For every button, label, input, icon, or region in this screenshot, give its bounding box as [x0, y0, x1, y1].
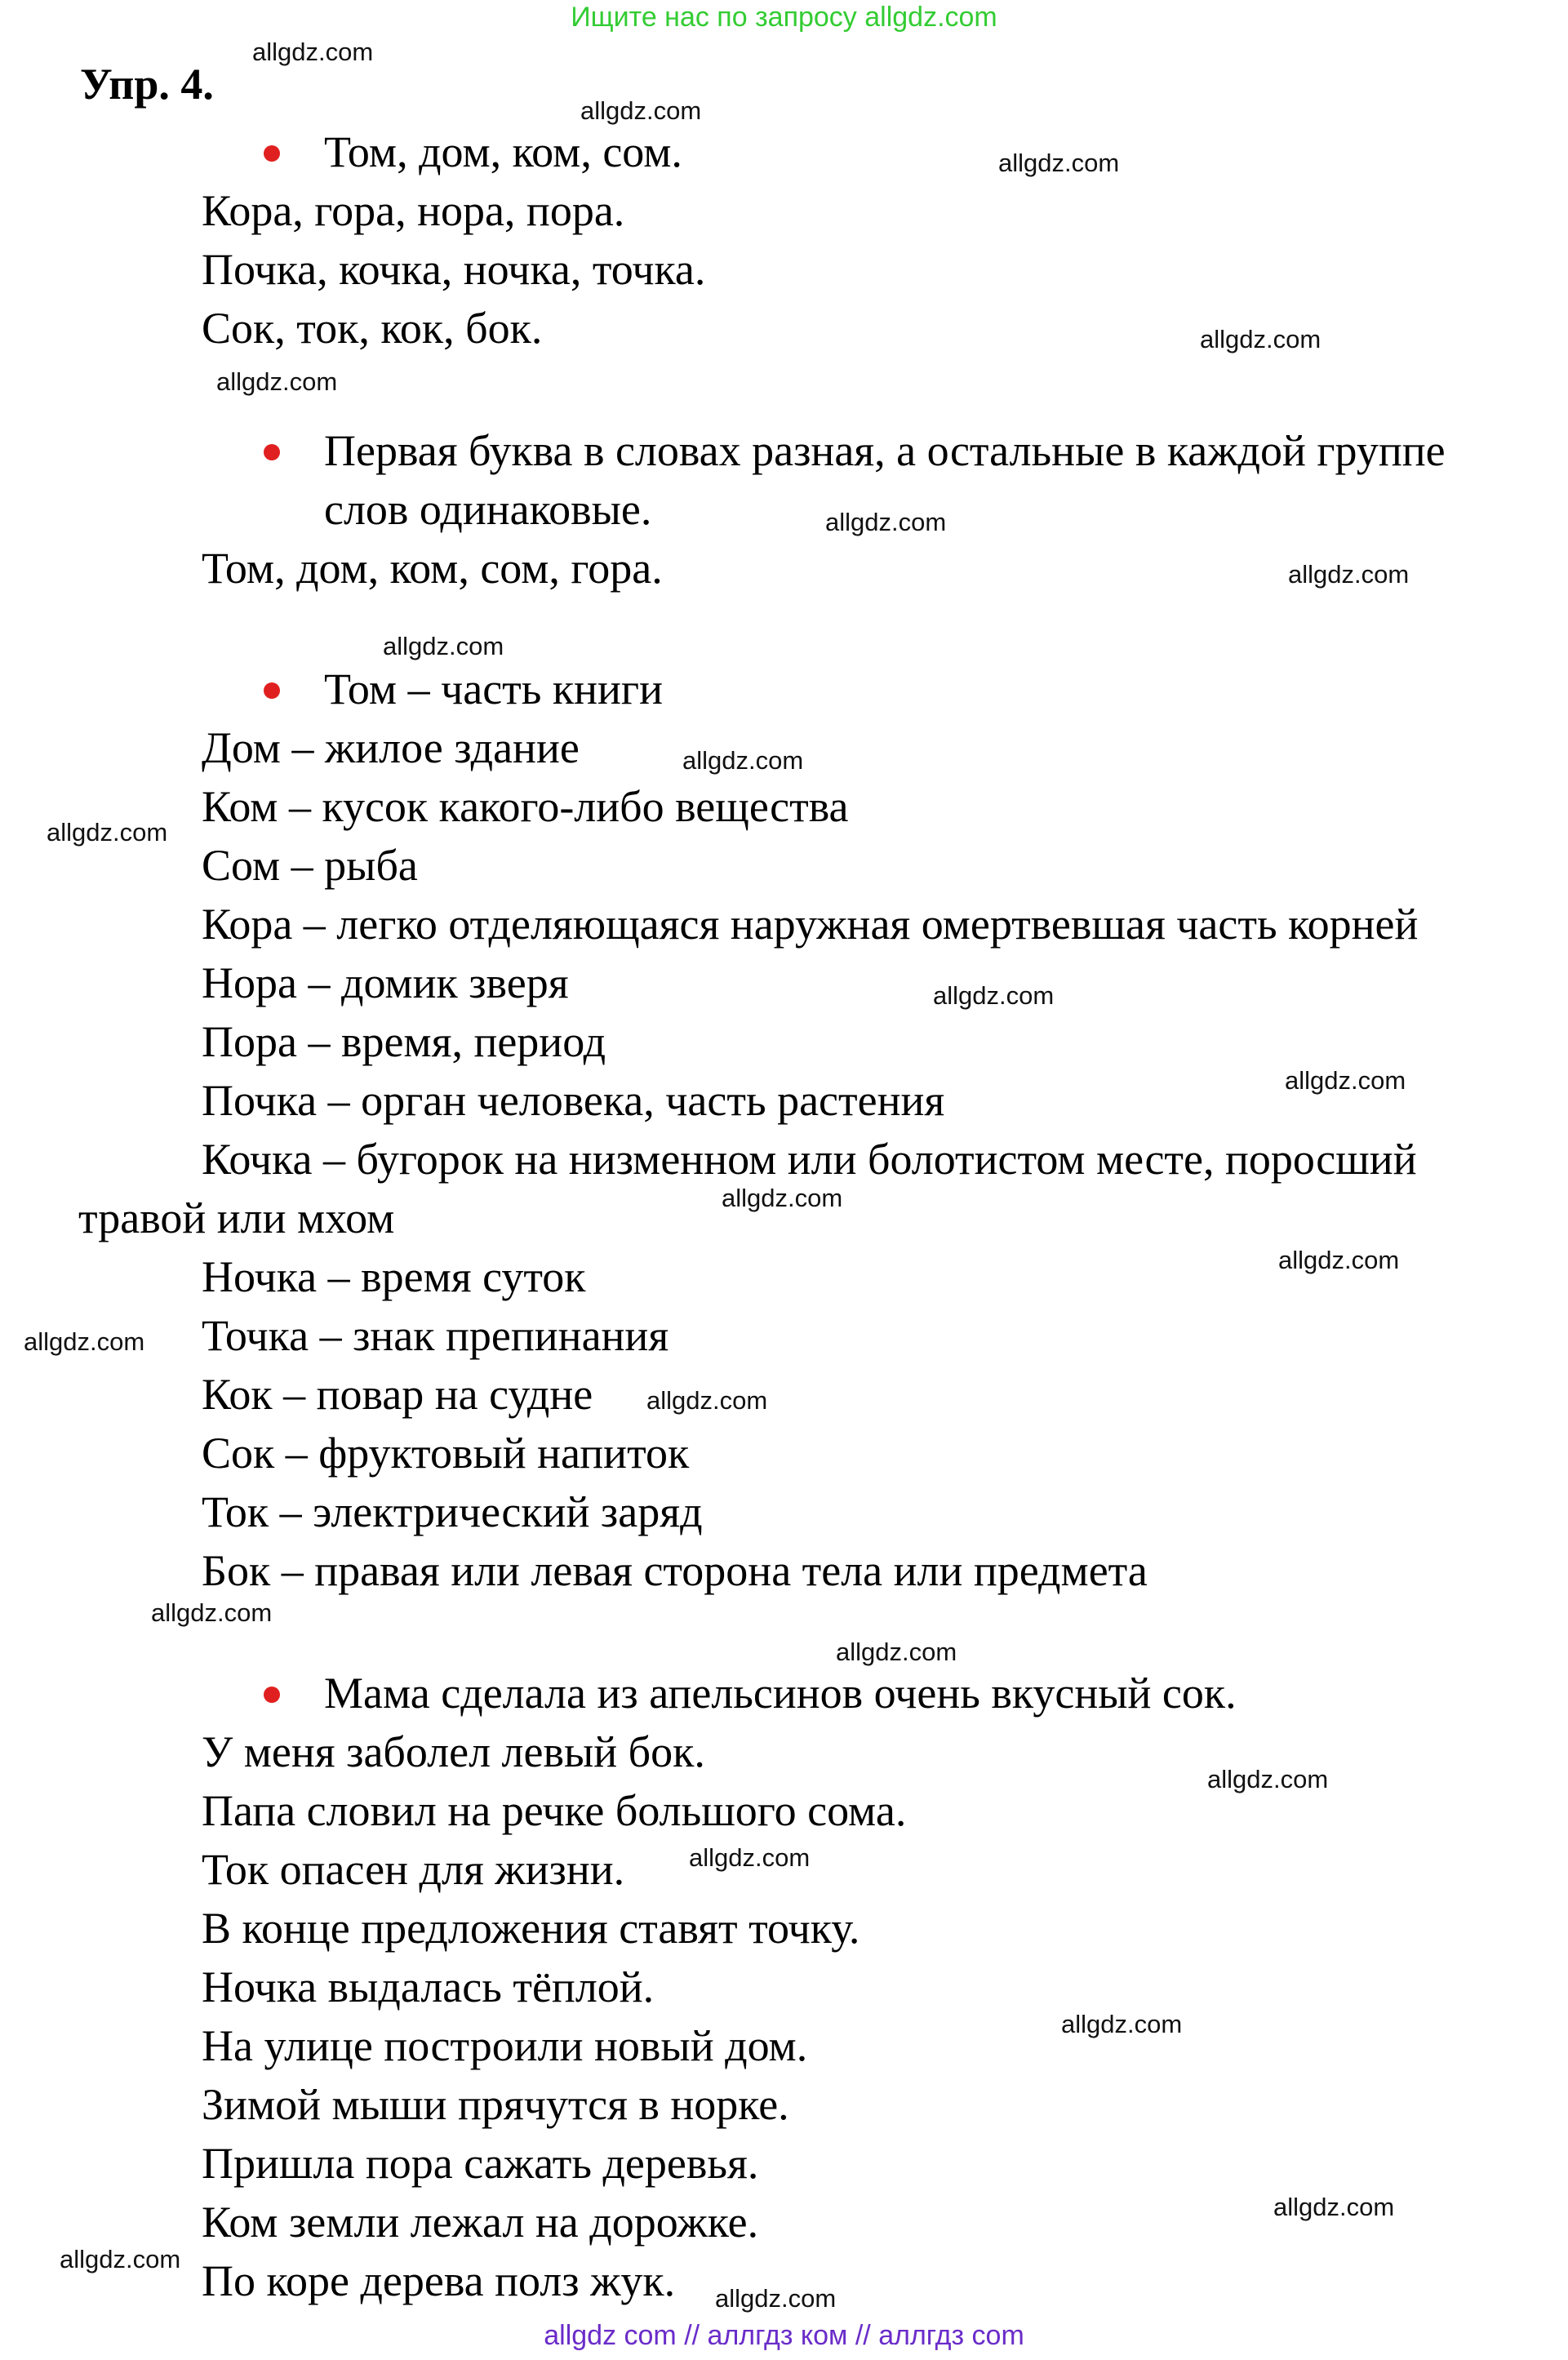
sentence-line: Ток опасен для жизни. [202, 1845, 625, 1894]
sentence-line: На улице построили новый дом. [202, 2021, 808, 2070]
definition-line: Почка – орган человека, часть растения [202, 1076, 945, 1125]
watermark: allgdz.com [646, 1386, 768, 1415]
definition-line: Дом – жилое здание [202, 723, 580, 772]
bullet-icon [264, 444, 280, 460]
watermark: allgdz.com [998, 149, 1120, 177]
text-line: Том, дом, ком, сом. [324, 127, 682, 176]
watermark: allgdz.com [60, 2245, 181, 2273]
watermark: allgdz.com [1288, 560, 1410, 589]
text-line: Почка, кочка, ночка, точка. [202, 245, 706, 294]
exercise-title: Упр. 4. [80, 60, 214, 109]
definition-line: Нора – домик зверя [202, 958, 569, 1007]
text-line: Сок, ток, кок, бок. [202, 304, 543, 353]
definition-line: Сом – рыба [202, 841, 418, 890]
watermark: allgdz.com [1061, 2010, 1183, 2038]
definition-line: Том – часть книги [324, 664, 663, 713]
watermark: allgdz.com [151, 1598, 273, 1627]
definition-line: Пора – время, период [202, 1017, 606, 1066]
sentence-line: По коре дерева полз жук. [202, 2256, 676, 2305]
definition-line: Ком – кусок какого-либо вещества [202, 782, 849, 831]
watermark: allgdz.com [715, 2284, 837, 2313]
bullet-icon [264, 1687, 280, 1703]
sentence-line: Пришла пора сажать деревья. [202, 2139, 759, 2188]
watermark: allgdz.com [383, 632, 504, 660]
text-line: Первая буква в словах разная, а остальные в каждой группе [324, 426, 1446, 475]
definition-line: Ночка – время суток [202, 1252, 586, 1301]
sentence-line: Папа словил на речке большого сома. [202, 1786, 907, 1835]
watermark: allgdz.com [1207, 1765, 1329, 1793]
watermark: allgdz.com [1285, 1066, 1406, 1095]
watermark: allgdz.com [1200, 325, 1321, 353]
watermark: allgdz.com [1273, 2193, 1395, 2221]
watermark: allgdz.com [1278, 1246, 1400, 1274]
watermark: allgdz.com [24, 1327, 145, 1356]
watermark: allgdz.com [836, 1638, 957, 1666]
definition-line: Сок – фруктовый напиток [202, 1429, 690, 1478]
sentence-line: Мама сделала из апельсинов очень вкусный сок. [324, 1669, 1237, 1718]
footer-links: allgdz com // аллгдз ком // аллгдз com [544, 2320, 1024, 2351]
watermark: allgdz.com [722, 1184, 843, 1212]
definition-line: травой или мхом [78, 1193, 395, 1242]
bullet-icon [264, 682, 280, 699]
bullet-icon [264, 145, 280, 162]
watermark: allgdz.com [825, 508, 947, 536]
definition-line: Кочка – бугорок на низменном или болотистом месте, поросший [202, 1135, 1417, 1184]
text-line: Кора, гора, нора, пора. [202, 186, 625, 235]
definition-line: Кок – повар на судне [202, 1370, 593, 1419]
sentence-line: У меня заболел левый бок. [202, 1727, 705, 1776]
watermark: allgdz.com [580, 96, 702, 125]
definition-line: Ток – электрический заряд [202, 1487, 703, 1536]
definition-line: Кора – легко отделяющаяся наружная омертвевшая часть корней [202, 900, 1419, 949]
watermark: allgdz.com [47, 818, 168, 847]
definition-line: Бок – правая или левая сторона тела или предмета [202, 1546, 1148, 1595]
top-banner: Ищите нас по запросу allgdz.com [571, 2, 997, 33]
definition-line: Точка – знак препинания [202, 1311, 669, 1360]
sentence-line: В конце предложения ставят точку. [202, 1904, 860, 1953]
sentence-line: Зимой мыши прячутся в норке. [202, 2080, 789, 2129]
watermark: allgdz.com [216, 367, 338, 396]
sentence-line: Ночка выдалась тёплой. [202, 1962, 655, 2011]
watermark: allgdz.com [689, 1843, 811, 1872]
watermark: allgdz.com [933, 981, 1055, 1010]
text-line: слов одинаковые. [324, 485, 652, 534]
sentence-line: Ком земли лежал на дорожке. [202, 2198, 759, 2247]
watermark: allgdz.com [682, 746, 804, 775]
text-line: Том, дом, ком, сом, гора. [202, 544, 663, 593]
watermark: allgdz.com [252, 38, 374, 66]
